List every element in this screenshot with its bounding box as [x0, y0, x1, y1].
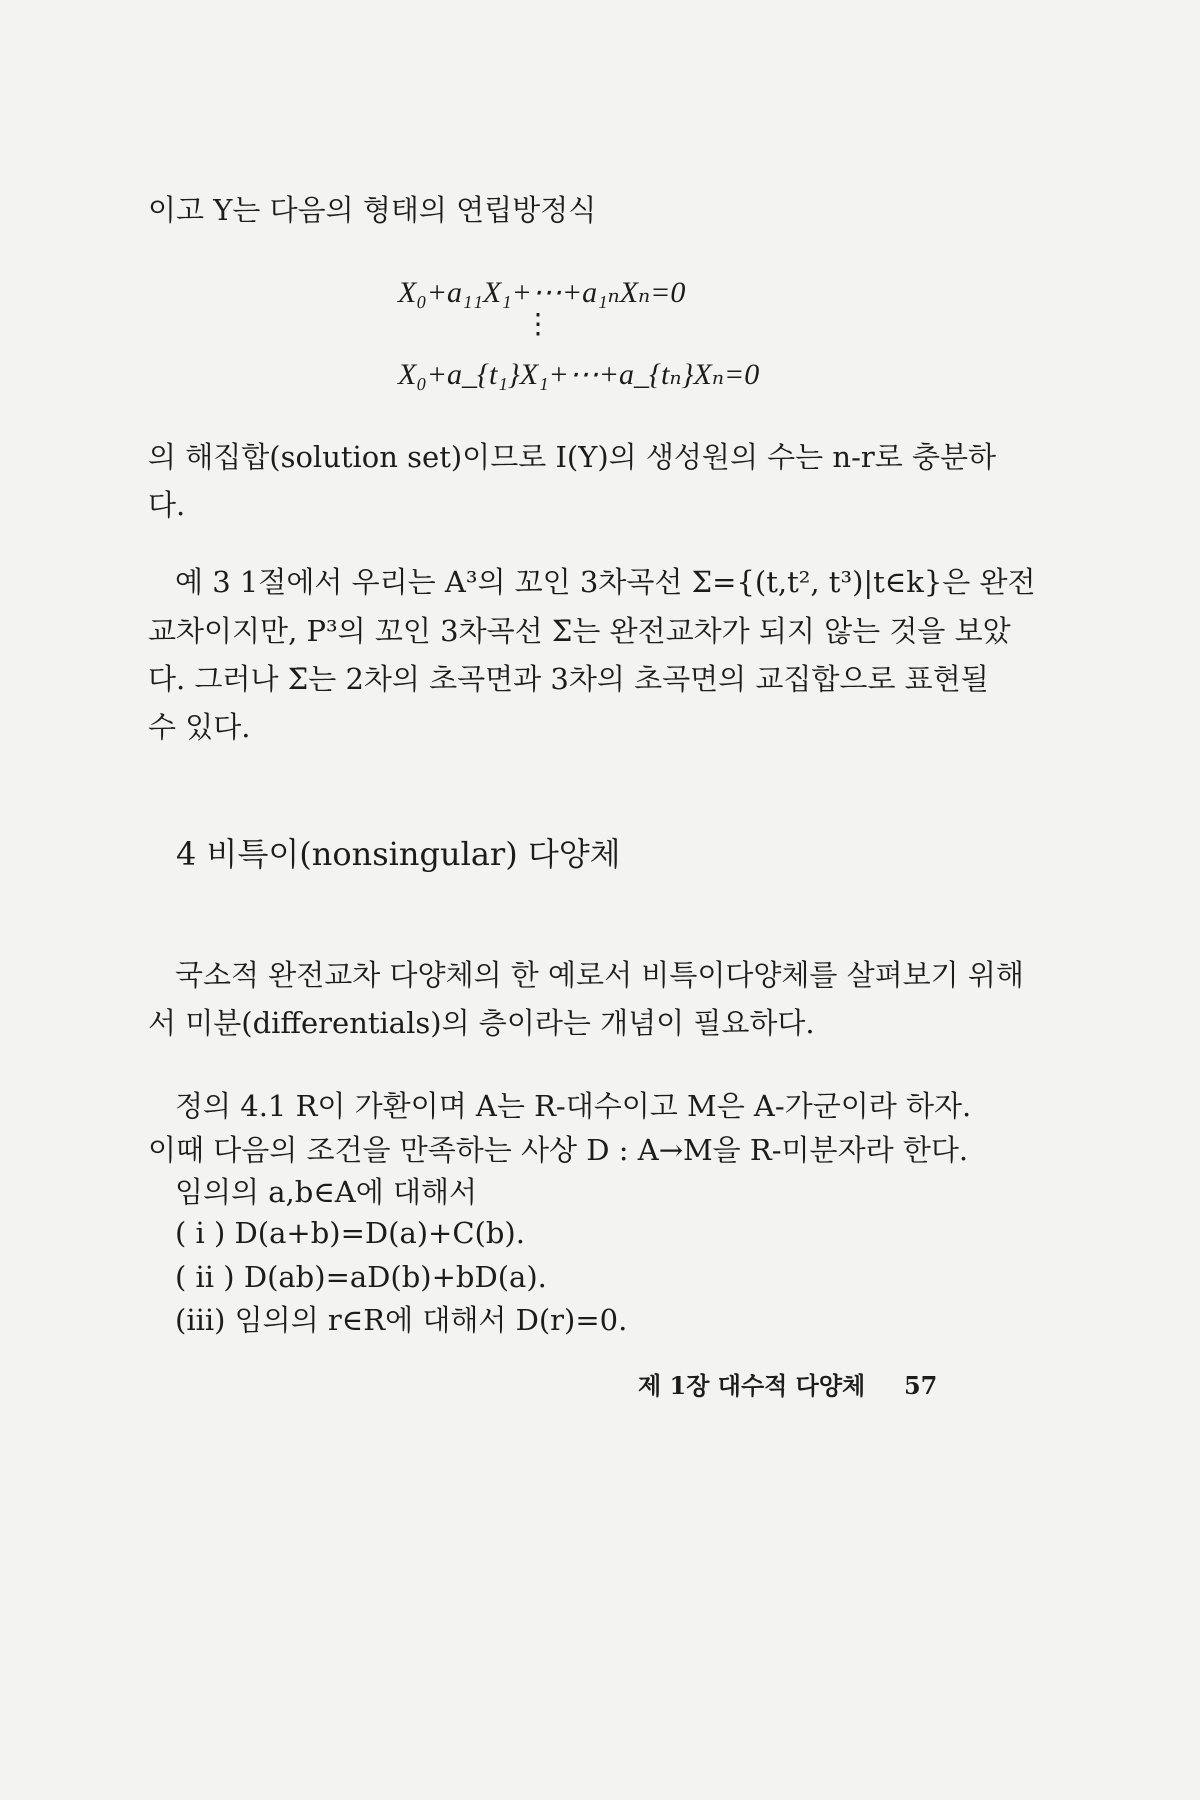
example-line	[148, 659, 989, 699]
text-run: 임의의 a,b∈A에 대해서	[175, 1175, 478, 1209]
example-line	[148, 611, 1011, 651]
text-run: 의 해집합(solution set)이므로 I(Y)의 생성원의 수는 n-r로 충분하	[148, 440, 997, 474]
text-run: 이때 다음의 조건을 만족하는 사상 D : A→M을 R-미분자라 한다.	[148, 1133, 969, 1167]
paragraph-line	[175, 955, 1024, 995]
equation-2	[398, 355, 759, 395]
text-run: 국소적 완전교차 다양체의 한 예로서 비특이다양체를 살펴보기 위해	[175, 958, 1024, 992]
text-run: 예 3 1절에서 우리는 A³의 꼬인 3차곡선 Σ={(t,t², t³)|t∈k}은 완전	[175, 565, 1036, 599]
chapter-title: 제 1장 대수적 다양체	[638, 1371, 866, 1400]
paragraph-line	[148, 437, 997, 477]
vdots-glyph: ⋮	[524, 307, 552, 340]
paragraph-line	[148, 485, 185, 525]
text-run: 교차이지만, P³의 꼬인 3차곡선 Σ̄는 완전교차가 되지 않는 것을 보았	[148, 614, 1011, 648]
definition-item	[175, 1213, 525, 1253]
text-run: 다.	[148, 488, 186, 522]
equation-text: X₀+a₁₁X₁+⋯+a₁ₙXₙ=0	[398, 276, 686, 309]
running-footer	[638, 1370, 937, 1402]
definition-line	[175, 1172, 477, 1212]
paragraph-line	[148, 190, 596, 230]
section-heading	[176, 832, 621, 876]
page-number: 57	[903, 1371, 938, 1400]
text-run: 이고 Y는 다음의 형태의 연립방정식	[148, 193, 597, 227]
text-run: 수 있다.	[148, 710, 251, 744]
text-run: 서 미분(differentials)의 층이라는 개념이 필요하다.	[148, 1006, 815, 1040]
text-run: ( i ) D(a+b)=D(a)+C(b).	[175, 1216, 525, 1250]
text-run: 정의 4.1 R이 가환이며 A는 R-대수이고 M은 A-가군이라 하자.	[175, 1089, 972, 1123]
text-run: ( ii ) D(ab)=aD(b)+bD(a).	[175, 1260, 547, 1294]
definition-item	[175, 1300, 627, 1340]
text-run: (iii) 임의의 r∈R에 대해서 D(r)=0.	[175, 1303, 628, 1337]
paragraph-line	[148, 1003, 815, 1043]
heading-text: 4 비특이(nonsingular) 다양체	[176, 835, 621, 873]
example-line	[148, 707, 250, 747]
equation-text: X₀+a_{t₁}X₁+⋯+a_{tₙ}Xₙ=0	[398, 358, 760, 391]
definition-line	[148, 1130, 968, 1170]
definition-item	[175, 1257, 547, 1297]
text-run: 다. 그러나 Σ̄는 2차의 초곡면과 3차의 초곡면의 교집합으로 표현될	[148, 662, 989, 696]
vertical-dots-icon	[524, 307, 552, 340]
definition-line	[175, 1086, 972, 1126]
example-line	[175, 562, 1036, 602]
